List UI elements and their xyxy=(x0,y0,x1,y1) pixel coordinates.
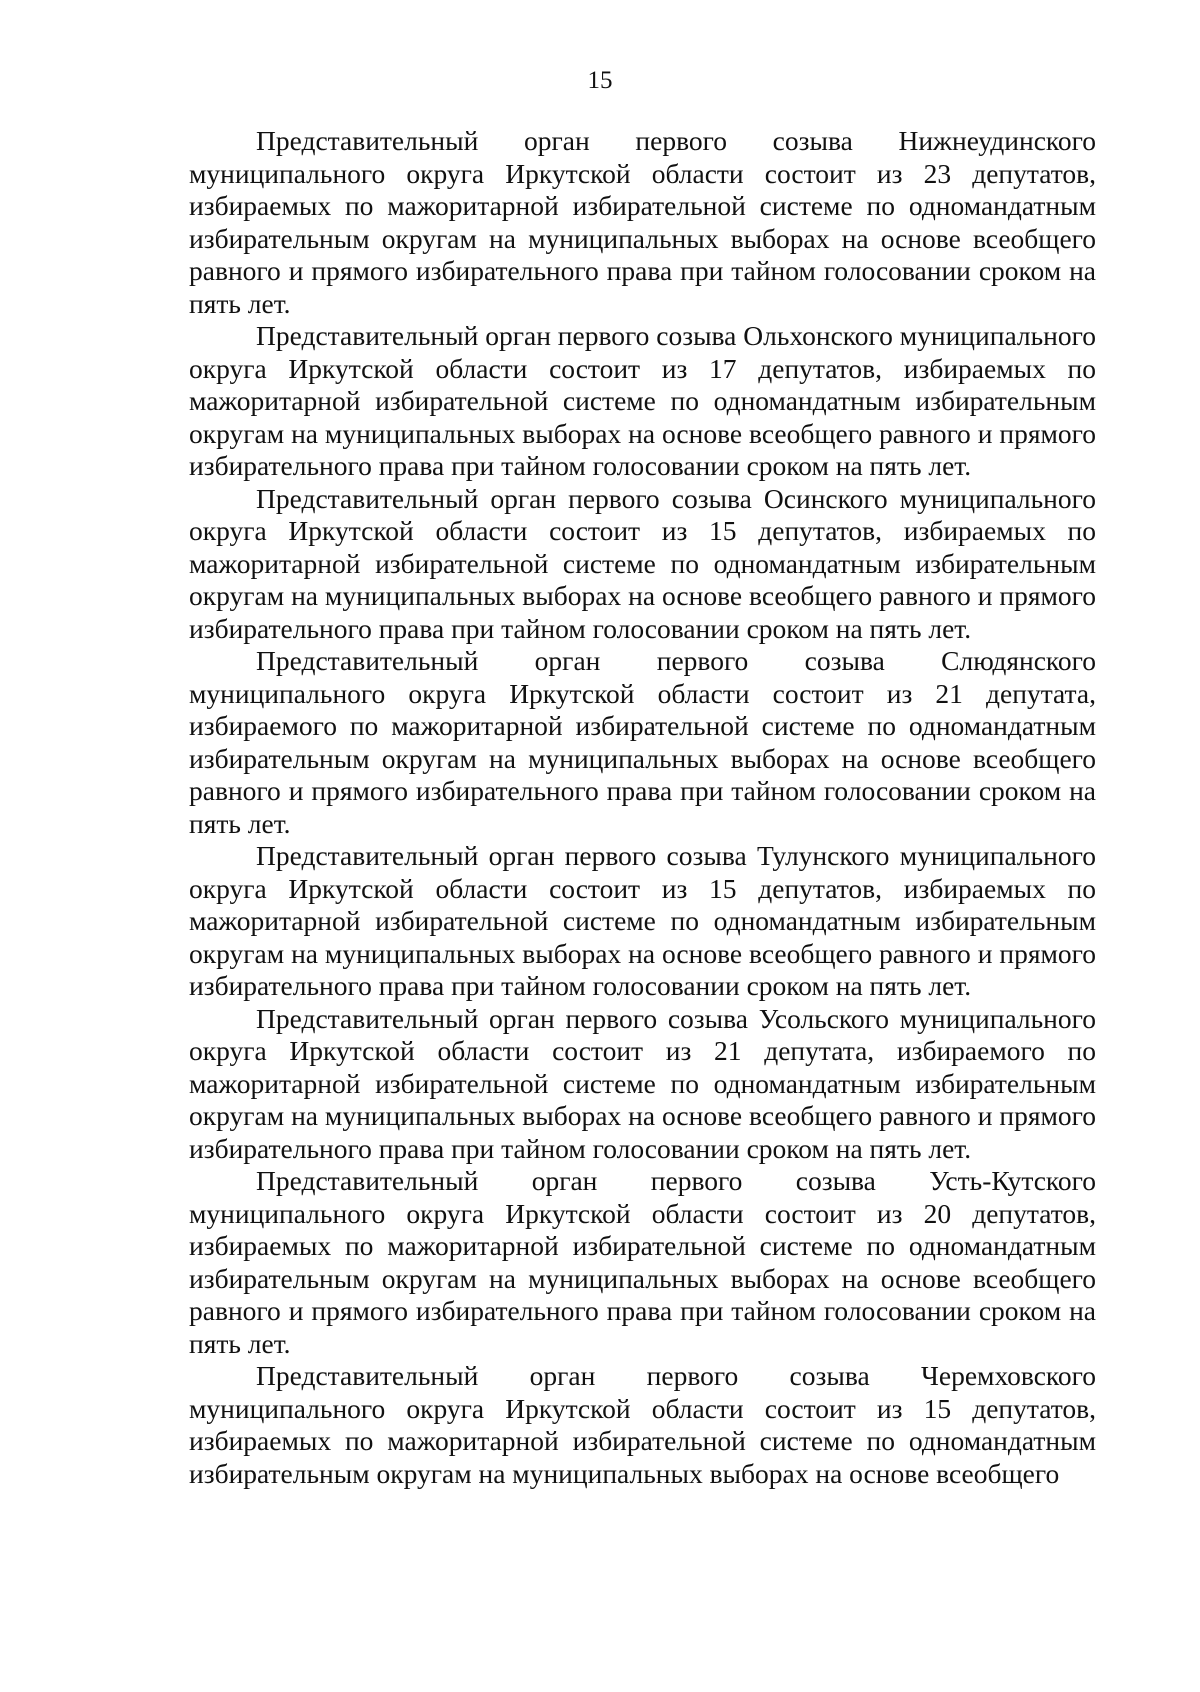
paragraph-osinsky: Представительный орган первого созыва Осинского муниципального округа Иркутской области состоит из 15 депутатов, избираемых по мажоритарной избирательной системе по одномандатным избирательным округам на муниципальных выборах на основе всеобщего равного и прямого избирательного права при тайном голосовании сроком на пять лет. xyxy=(189,482,1096,644)
document-body xyxy=(189,125,1096,1490)
paragraph-olkhonsky: Представительный орган первого созыва Ольхонского муниципального округа Иркутской области состоит из 17 депутатов, избираемых по мажоритарной избирательной системе по одномандатным избирательным округам на муниципальных выборах на основе всеобщего равного и прямого избирательного права при тайном голосовании сроком на пять лет. xyxy=(189,320,1096,481)
page-number: 15 xyxy=(587,67,613,94)
paragraph-slyudyansky: Представительный орган первого созыва Слюдянского муниципального округа Иркутской области состоит из 21 депутата, избираемого по мажоритарной избирательной системе по одномандатным избирательным округам на муниципальных выборах на основе всеобщего равного и прямого избирательного права при тайном голосовании сроком на пять лет. xyxy=(189,645,1096,839)
paragraph-usolsky: Представительный орган первого созыва Усольского муниципального округа Иркутской области состоит из 21 депутата, избираемого по мажоритарной избирательной системе по одномандатным избирательным округам на муниципальных выборах на основе всеобщего равного и прямого избирательного права при тайном голосовании сроком на пять лет. xyxy=(189,1002,1096,1164)
paragraph-nizhneudinsky: Представительный орган первого созыва Нижнеудинского муниципального округа Иркутской области состоит из 23 депутатов, избираемых по мажоритарной избирательной системе по одномандатным избирательным округам на муниципальных выборах на основе всеобщего равного и прямого избирательного права при тайном голосовании сроком на пять лет. xyxy=(189,125,1096,319)
paragraph-cheremkhovsky: Представительный орган первого созыва Черемховского муниципального округа Иркутской области состоит из 15 депутатов, избираемых по мажоритарной избирательной системе по одномандатным избирательным округам на муниципальных выборах на основе всеобщего xyxy=(189,1360,1096,1489)
paragraph-ust-kutsky: Представительный орган первого созыва Усть-Кутского муниципального округа Иркутской области состоит из 20 депутатов, избираемых по мажоритарной избирательной системе по одномандатным избирательным округам на муниципальных выборах на основе всеобщего равного и прямого избирательного права при тайном голосовании сроком на пять лет. xyxy=(189,1165,1096,1359)
paragraph-tulunsky: Представительный орган первого созыва Тулунского муниципального округа Иркутской области состоит из 15 депутатов, избираемых по мажоритарной избирательной системе по одномандатным избирательным округам на муниципальных выборах на основе всеобщего равного и прямого избирательного права при тайном голосовании сроком на пять лет. xyxy=(189,840,1096,1001)
